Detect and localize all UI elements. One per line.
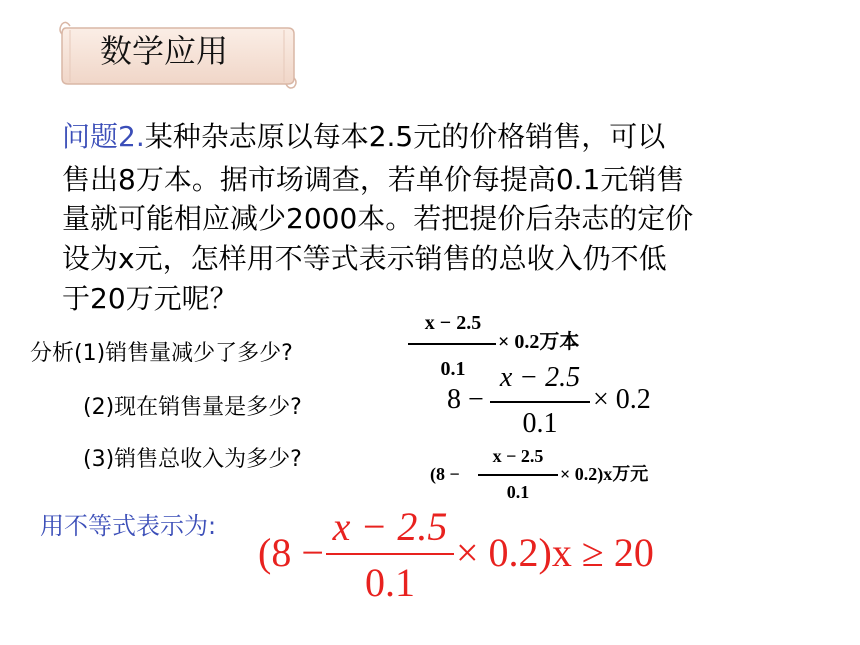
a1-fraction-bar [408, 343, 496, 345]
problem-label: 问题2. [62, 120, 145, 153]
a2-fraction-bar [490, 401, 590, 403]
a2-numerator: x − 2.5 [499, 362, 581, 393]
problem-line-3: 量就可能相应减少2000本。若把提价后杂志的定价 [62, 202, 694, 235]
problem-text-1: 某种杂志原以每本2.5元的价格销售，可以 [144, 120, 666, 153]
a1-tail: × 0.2万本 [498, 331, 580, 353]
a2-tail: × 0.2 [593, 384, 651, 415]
conclusion-numerator: x − 2.5 [332, 504, 448, 549]
a3-tail: × 0.2)x万元 [560, 464, 649, 484]
conclusion-label: 用不等式表示为: [40, 512, 217, 540]
analysis-q2: (2)现在销售量是多少? [83, 395, 302, 420]
a1-denominator: 0.1 [440, 358, 466, 380]
a2-denominator: 0.1 [522, 408, 558, 439]
conclusion-prefix: (8 − [258, 530, 324, 575]
conclusion-denominator: 0.1 [365, 560, 415, 605]
a3-denominator: 0.1 [506, 482, 530, 502]
a3-fraction-bar [478, 474, 558, 476]
problem-line-5: 于20万元呢？ [62, 282, 238, 315]
conclusion-fraction-bar [326, 553, 454, 555]
problem-line-1 [62, 120, 665, 154]
conclusion-tail: × 0.2)x ≥ 20 [456, 530, 654, 575]
banner-title: 数学应用 [100, 32, 229, 70]
a1-numerator: x − 2.5 [424, 312, 482, 334]
problem-line-2: 售出8万本。据市场调查，若单价每提高0.1元销售 [62, 163, 685, 196]
a2-prefix: 8 − [447, 384, 484, 415]
analysis-q3: (3)销售总收入为多少? [83, 447, 302, 472]
a3-prefix: (8 − [430, 464, 460, 484]
a3-numerator: x − 2.5 [492, 446, 544, 466]
problem-line-4: 设为x元，怎样用不等式表示销售的总收入仍不低 [62, 242, 667, 275]
analysis-q1: 分析(1)销售量减少了多少? [30, 341, 293, 366]
